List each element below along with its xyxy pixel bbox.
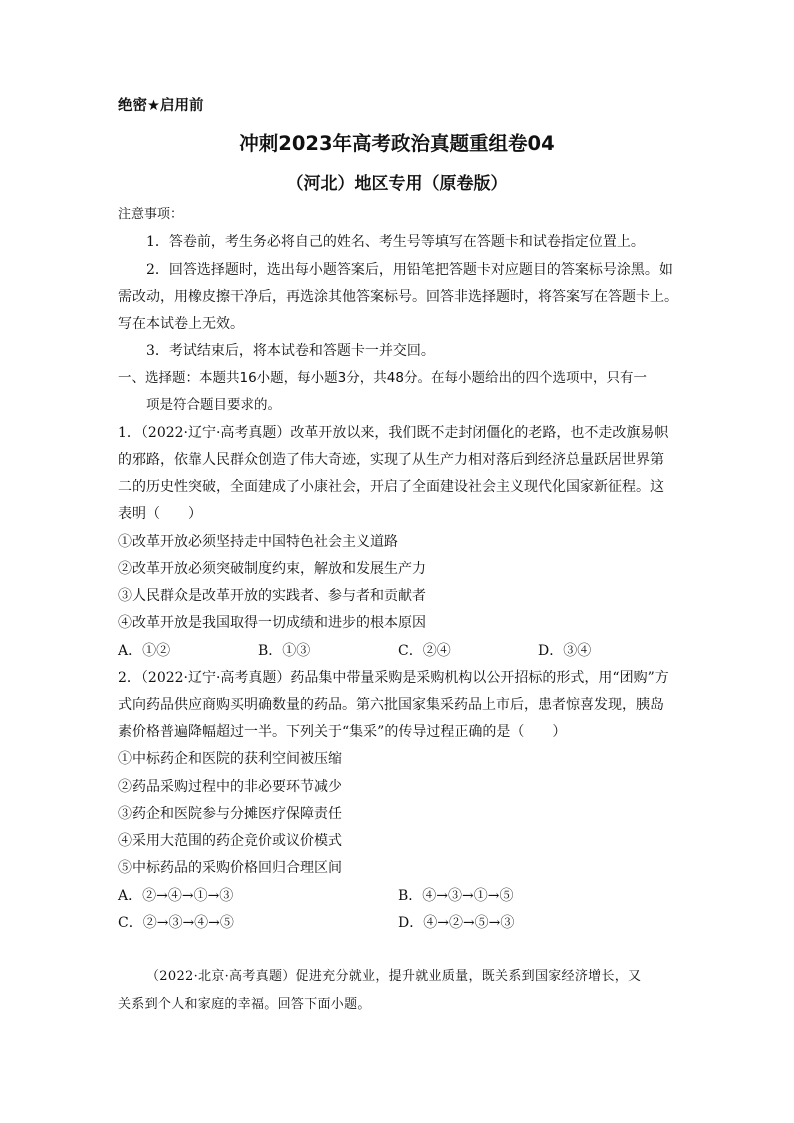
q2-option-c[interactable]: C．②→③→④→⑤ xyxy=(118,915,234,931)
q2-stem-line-2: 式向药品供应商购买明确数量的药品。第六批国家集采药品上市后，患者惊喜发现，胰岛 xyxy=(118,697,664,713)
notice-item-2-line-2: 需改动，用橡皮擦干净后，再选涂其他答案标号。回答非选择题时，将答案写在答题卡上。 xyxy=(118,289,678,305)
q2-statement-2: ②药品采购过程中的非必要环节减少 xyxy=(118,779,342,795)
q2-statement-1: ①中标药企和医院的获利空间被压缩 xyxy=(118,751,342,767)
page-subtitle: （河北）地区专用（原卷版） xyxy=(286,174,508,194)
q1-stem-line-2: 的邪路，依靠人民群众创造了伟大奇迹，实现了从生产力相对落后到经济总量跃居世界第 xyxy=(118,452,664,468)
q1-option-d[interactable]: D．③④ xyxy=(538,643,592,659)
q2-statement-5: ⑤中标药品的采购价格回归合理区间 xyxy=(118,860,342,876)
q1-stem-line-3: 二的历史性突破，全面建成了小康社会，开启了全面建设社会主义现代化国家新征程。这 xyxy=(118,479,664,495)
q1-statement-1: ①改革开放必须坚持走中国特色社会主义道路 xyxy=(118,534,398,550)
q1-statement-4: ④改革开放是我国取得一切成绩和进步的根本原因 xyxy=(118,615,426,631)
notice-item-1: 1．答卷前，考生务必将自己的姓名、考生号等填写在答题卡和试卷指定位置上。 xyxy=(146,234,645,250)
section-heading-line-2: 项是符合题目要求的。 xyxy=(146,397,281,413)
q1-option-a[interactable]: A．①② xyxy=(118,643,171,659)
q2-statement-3: ③药企和医院参与分摊医疗保障责任 xyxy=(118,806,342,822)
q1-stem-line-4: 表明（ ） xyxy=(118,506,202,522)
q2-option-b[interactable]: B．④→③→①→⑤ xyxy=(398,888,514,904)
q1-statement-3: ③人民群众是改革开放的实践者、参与者和贡献者 xyxy=(118,588,426,604)
notice-heading: 注意事项： xyxy=(118,207,184,222)
notice-item-2-line-1: 2．回答选择题时，选出每小题答案后，用铅笔把答题卡对应题目的答案标号涂黑。如 xyxy=(146,262,673,278)
notice-item-2-line-3: 写在本试卷上无效。 xyxy=(118,316,244,332)
q1-option-b[interactable]: B．①③ xyxy=(258,643,311,659)
page-title: 冲刺2023年高考政治真题重组卷04 xyxy=(239,132,555,155)
q2-stem-line-3: 素价格普遍降幅超过一半。下列关于“集采”的传导过程正确的是（ ） xyxy=(118,724,567,740)
q1-statement-2: ②改革开放必须突破制度约束，解放和发展生产力 xyxy=(118,561,426,577)
q2-stem-line-1: 2．（2022·辽宁·高考真题）药品集中带量采购是采购机构以公开招标的形式，用“团购”方 xyxy=(118,670,669,686)
q1-stem-line-1: 1．（2022·辽宁·高考真题）改革开放以来，我们既不走封闭僵化的老路，也不走改旗易帜 xyxy=(118,425,669,441)
q2-option-d[interactable]: D．④→②→⑤→③ xyxy=(398,915,515,931)
q2-option-a[interactable]: A．②→④→①→③ xyxy=(118,888,234,904)
q1-option-c[interactable]: C．②④ xyxy=(398,643,451,659)
shared-stem-line-1: （2022·北京·高考真题）促进充分就业，提升就业质量，既关系到国家经济增长，又 xyxy=(146,969,642,984)
confidential-label: 绝密★启用前 xyxy=(118,98,204,114)
q2-statement-4: ④采用大范围的药企竞价或议价模式 xyxy=(118,833,342,849)
shared-stem-line-2: 关系到个人和家庭的幸福。回答下面小题。 xyxy=(118,997,371,1012)
section-heading-line-1: 一、选择题：本题共16小题，每小题3分，共48分。在每小题给出的四个选项中，只有一 xyxy=(118,370,647,386)
notice-item-3: 3．考试结束后，将本试卷和答题卡一并交回。 xyxy=(146,343,435,359)
